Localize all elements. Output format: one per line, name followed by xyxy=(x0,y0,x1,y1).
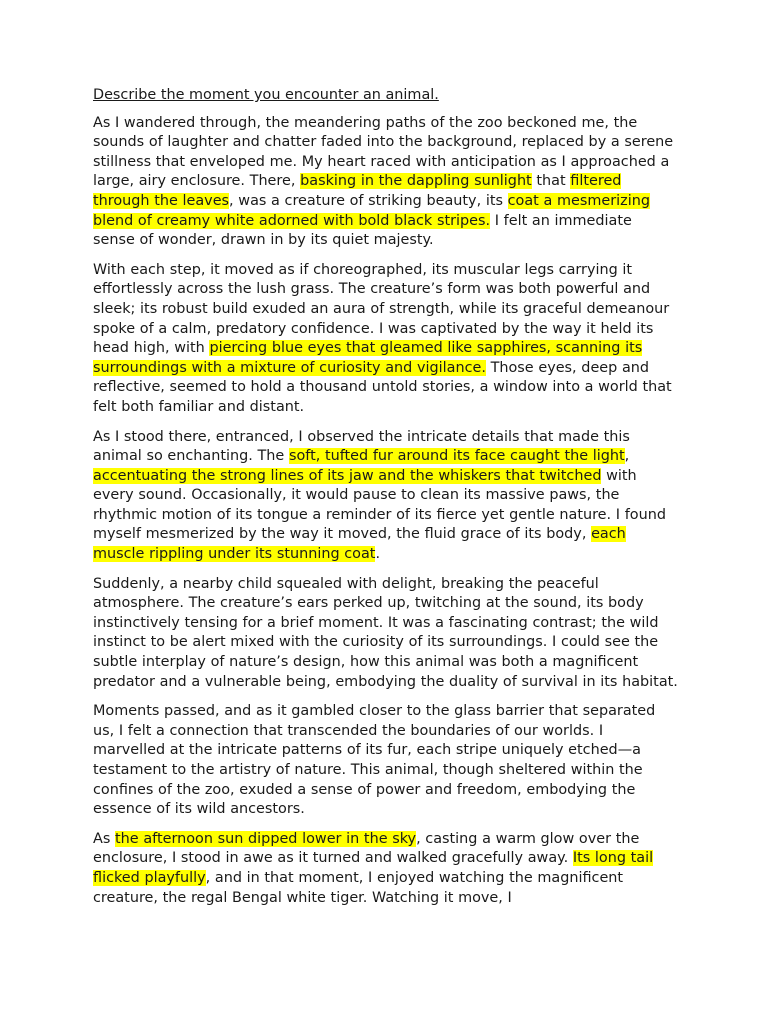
text-run: With each step, it moved as if choreographed, its muscular legs carrying it effortlessly across the lush grass. The creature’s form was both powerful and sleek; its robust build exuded an aura of strength, while its graceful demeanour spoke of a calm, predatory confidence. I was captivated by the way it held its head high, with xyxy=(93,261,670,357)
text-run: , xyxy=(624,448,630,465)
text-run: with every sound. Occasionally, it would pause to clean its massive paws, the rhythmic motion of its tongue a reminder of its fierce yet gentle nature. I found myself mesmerized by the way it moved, the fluid grace of its body, xyxy=(93,467,666,543)
paragraph-5 xyxy=(93,702,678,820)
text-run: . xyxy=(375,546,381,563)
text-run: As I wandered through, the meandering paths of the zoo beckoned me, the sounds of laughter and chatter faded into the background, replaced by a serene stillness that enveloped me. My heart raced with anticipation as I approached a large, airy enclosure. There, xyxy=(93,114,674,190)
text-run: , was a creature of striking beauty, its xyxy=(229,192,508,209)
text-run: Moments passed, and as it gambled closer to the glass barrier that separated us, I felt a connection that transcended the boundaries of our worlds. I marvelled at the intricate patterns of its fur, each stripe uniquely etched—a testament to the artistry of nature. This animal, though sheltered within the confines of the zoo, exuded a sense of power and freedom, embodying the essence of its wild ancestors. xyxy=(93,703,656,818)
text-run: Suddenly, a nearby child squealed with delight, breaking the peaceful atmosphere. The creature’s ears perked up, twitching at the sound, its body instinctively tensing for a brief moment. It was a fascinating contrast; the wild instinct to be alert mixed with the curiosity of its surroundings. I could see the subtle interplay of nature’s design, how this animal was both a magnificent predator and a vulnerable being, embodying the duality of survival in its habitat. xyxy=(93,575,678,690)
highlighted-text: coat a mesmerizing blend of creamy white adorned with bold black stripes. xyxy=(93,192,650,229)
text-run: Those eyes, deep and reflective, seemed to hold a thousand untold stories, a window into a world that felt both familiar and distant. xyxy=(93,359,672,415)
highlighted-text: Its long tail flicked playfully xyxy=(93,850,654,886)
text-run: I felt an immediate sense of wonder, drawn in by its quiet majesty. xyxy=(93,212,632,249)
text-run: As I stood there, entranced, I observed the intricate details that made this animal so enchanting. The xyxy=(93,428,630,465)
highlighted-text: accentuating the strong lines of its jaw and the whiskers that twitched xyxy=(93,467,602,484)
document-page xyxy=(93,86,678,918)
document-heading: Describe the moment you encounter an animal. xyxy=(93,87,439,103)
paragraph-3 xyxy=(93,428,678,565)
text-run: that xyxy=(531,173,571,190)
highlighted-text: soft, tufted fur around its face caught the light xyxy=(288,448,625,465)
highlighted-text: the afternoon sun dipped lower in the sky xyxy=(115,830,417,847)
highlighted-text: basking in the dappling sunlight xyxy=(300,173,532,190)
paragraph-1 xyxy=(93,114,678,251)
highlighted-text: filtered through the leaves xyxy=(93,173,622,209)
text-run: , and in that moment, I enjoyed watching the magnificent creature, the regal Bengal white tiger. Watching it move, I xyxy=(93,869,624,906)
paragraph-4 xyxy=(93,575,678,693)
text-run: , casting a warm glow over the enclosure, I stood in awe as it turned and walked gracefully away. xyxy=(93,830,640,867)
text-run: As xyxy=(93,830,116,847)
paragraph-2 xyxy=(93,261,678,418)
paragraph-6 xyxy=(93,830,678,908)
highlighted-text: piercing blue eyes that gleamed like sapphires, scanning its surroundings with a mixture of curiosity and vigilance. xyxy=(93,340,643,376)
highlighted-text: each muscle rippling under its stunning coat xyxy=(93,526,626,563)
